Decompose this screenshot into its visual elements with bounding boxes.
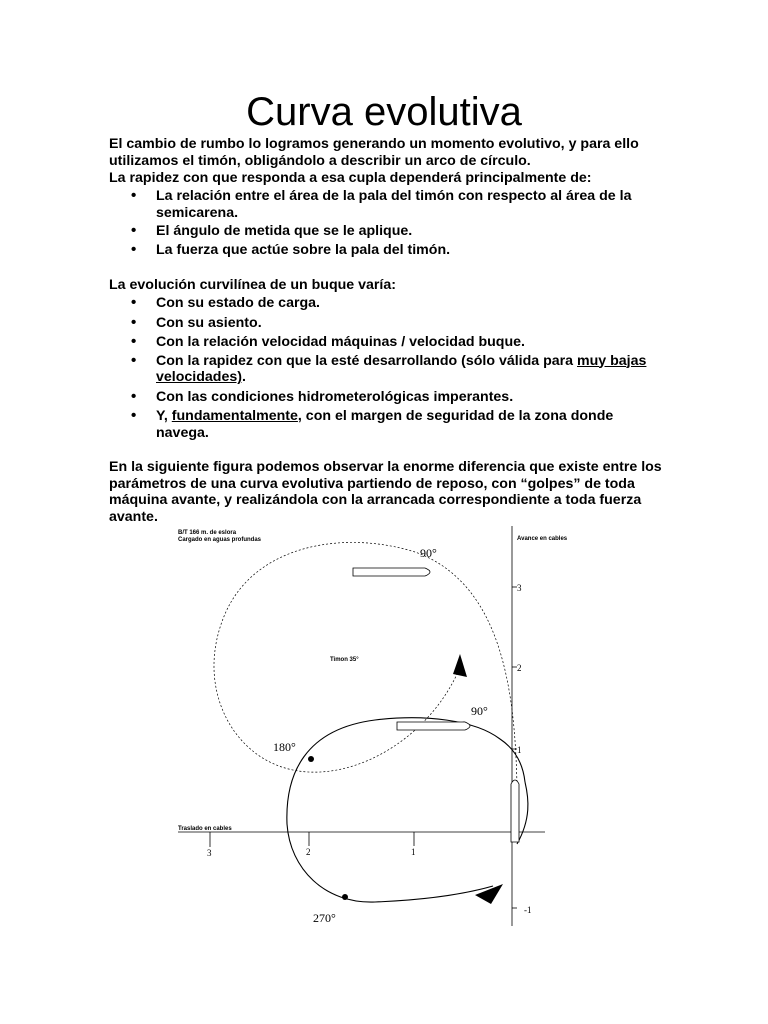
x-tick-label-3: 3 <box>207 848 212 858</box>
turning-circle-figure <box>175 524 568 934</box>
turning-curve-from-rest <box>214 542 517 786</box>
turning-curve-full-speed <box>287 718 525 902</box>
list-item: • La relación entre el área de la pala del timón con respecto al área de la semicarena. <box>109 188 669 221</box>
intro-paragraph: El cambio de rumbo lo logramos generando un momento evolutivo, y para ello utilizamos el timón, obligándolo a describir un arco de círculo. <box>109 136 639 169</box>
point-180 <box>308 756 314 762</box>
ship-icon <box>511 780 519 842</box>
y-axis-label: Avance en cables <box>517 536 568 542</box>
point-270 <box>342 894 348 900</box>
rudder-angle-label: Timon 35° <box>330 657 359 663</box>
list-item: • El ángulo de metida que se le aplique. <box>109 223 669 240</box>
page-title: Curva evolutiva <box>246 90 522 134</box>
list-item: • Con la relación velocidad máquinas / velocidad buque. <box>109 334 669 351</box>
fundamental-underlined: fundamentalmente <box>171 408 298 424</box>
list-item-text: . <box>241 369 246 385</box>
y-tick-label-3: 3 <box>517 583 522 593</box>
ship-icon <box>353 568 430 576</box>
x-axis-label: Traslado en cables <box>178 826 232 832</box>
x-tick-label-1: 1 <box>411 847 416 857</box>
angle-label-90-top: 90° <box>420 546 437 560</box>
angle-label-270: 270° <box>313 911 336 925</box>
y-tick-label-minus-1: -1 <box>524 905 532 915</box>
ship-icon <box>397 722 470 730</box>
x-tick-label-2: 2 <box>306 847 311 857</box>
evolution-lead: La evolución curvilínea de un buque varía: <box>109 277 396 293</box>
list-item: • Con las condiciones hidrometerológicas imperantes. <box>109 389 669 406</box>
y-tick-label-1: 1 <box>517 745 522 755</box>
list-item-text: Y, <box>156 408 172 424</box>
evolution-factors-list <box>109 295 669 441</box>
figure-intro-paragraph: En la siguiente figura podemos observar la enorme diferencia que existe entre los parámetros de una curva evolutiva partiendo de reposo, con “golpes” de toda máquina avante, y realizándola con la arrancada correspondiente a toda fuerza avante. <box>109 459 662 525</box>
list-item: • Con su asiento. <box>109 315 669 332</box>
intro-lead: La rapidez con que responda a esa cupla dependerá principalmente de: <box>109 170 592 186</box>
list-item: • La fuerza que actúe sobre la pala del timón. <box>109 242 669 259</box>
low-speed-underlined: muy bajas velocidades) <box>156 352 647 385</box>
list-item-text: Con la rapidez con que la esté desarrollando (sólo válida para <box>156 352 578 369</box>
rudder-factors-list <box>109 188 669 258</box>
list-item <box>109 408 669 441</box>
list-item-text: , con el margen de seguridad de la zona donde navega. <box>156 408 614 441</box>
angle-label-90-mid: 90° <box>471 704 488 718</box>
angle-label-180: 180° <box>273 740 296 754</box>
curve-direction-arrow <box>453 654 467 677</box>
list-item <box>109 353 669 386</box>
figure-caption-condition: Cargado en aguas profundas <box>178 537 262 543</box>
turning-circle-diagram <box>175 524 568 934</box>
y-tick-label-2: 2 <box>517 663 522 673</box>
list-item: • Con su estado de carga. <box>109 295 669 312</box>
figure-caption-ship: B/T 166 m. de eslora <box>178 530 237 536</box>
